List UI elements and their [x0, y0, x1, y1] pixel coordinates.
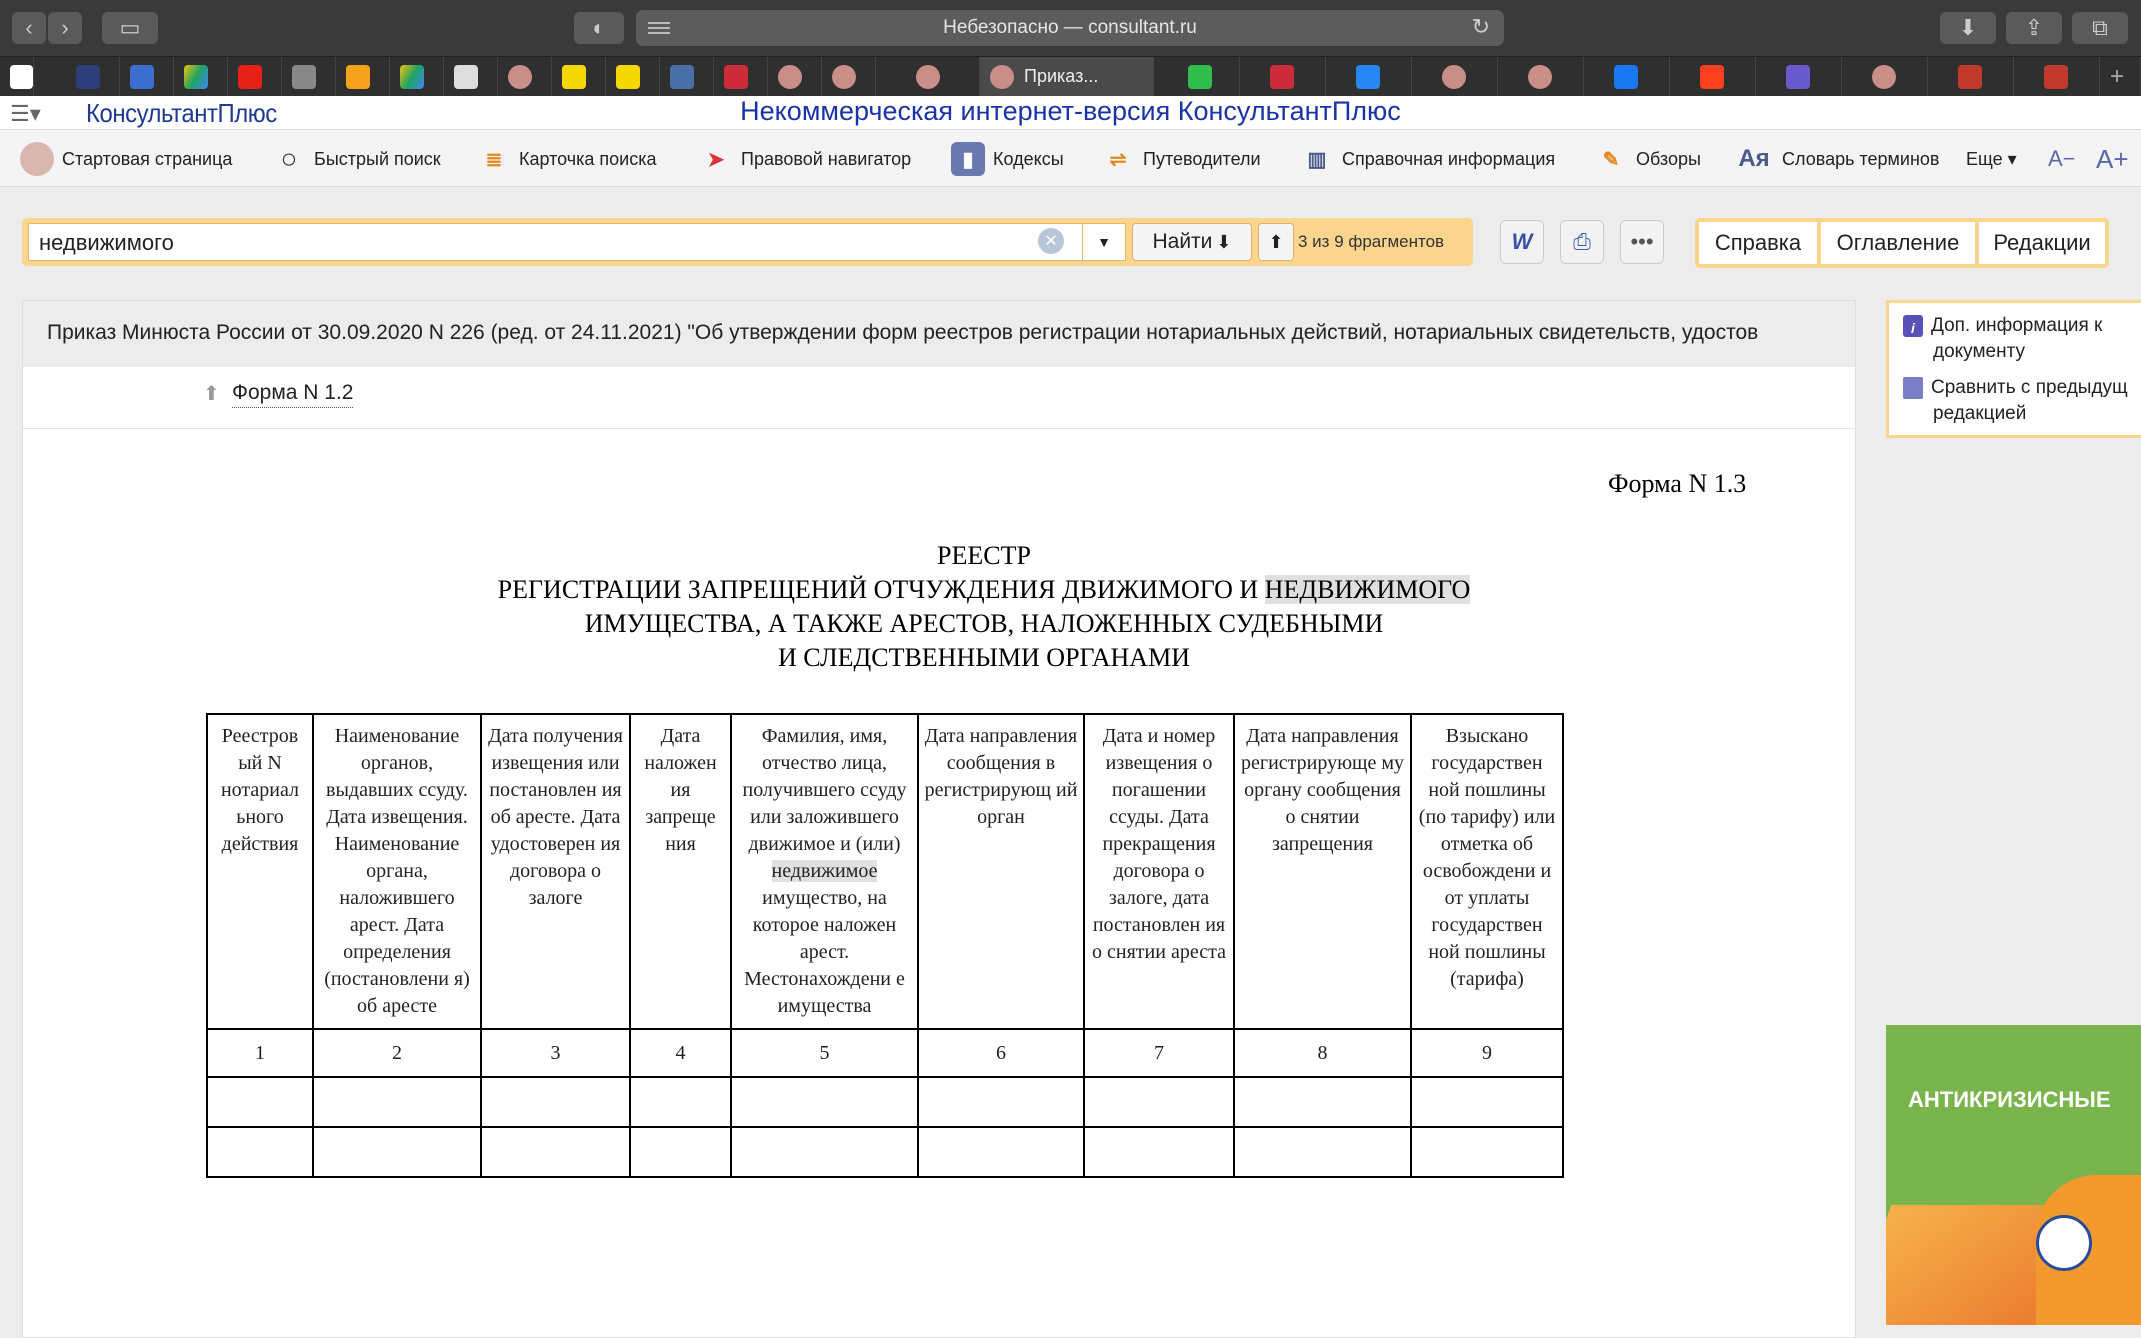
tab-26[interactable]	[1928, 57, 2014, 96]
search-card-icon: ≣	[485, 148, 503, 171]
empty-cell	[918, 1077, 1084, 1127]
site-title: Некоммерческая интернет-версия КонсультантПлюс	[740, 96, 1401, 126]
nav-label: Кодексы	[993, 148, 1064, 169]
dictionary-icon: Aя	[1738, 145, 1770, 172]
word-export-icon[interactable]: W	[1500, 220, 1544, 264]
promo-banner[interactable]	[1886, 1025, 2141, 1325]
tab-4[interactable]	[228, 57, 282, 96]
drive-icon	[400, 65, 424, 89]
banner-text: АНТИКРИЗИСНЫЕ	[1908, 1087, 2111, 1112]
breadcrumb	[23, 367, 1855, 429]
consultant-favicon-icon	[1528, 65, 1552, 89]
document-panel	[22, 300, 1856, 1338]
arrow-down-icon: ⬇	[1216, 231, 1232, 252]
nav-guides[interactable]	[1101, 139, 1261, 179]
tab-11[interactable]	[606, 57, 660, 96]
number-cell: 8	[1234, 1029, 1411, 1077]
header-cell: Дата наложен ия запреще ния	[630, 714, 731, 1029]
yellow-favicon-icon	[616, 65, 640, 89]
search-dropdown-button[interactable]: ▼	[1082, 223, 1126, 261]
find-button[interactable]	[1132, 223, 1252, 261]
empty-cell	[207, 1077, 313, 1127]
number-cell: 5	[731, 1029, 918, 1077]
tab-13[interactable]	[714, 57, 768, 96]
download-icon[interactable]: ⬇	[1940, 12, 1996, 44]
find-label: Найти	[1152, 230, 1213, 253]
nav-search-card[interactable]	[477, 139, 657, 179]
compare-link-label: Сравнить с предыдущ редакцией	[1931, 377, 2128, 424]
header-text: имущество, на которое наложен арест. Местонахождени е имущества	[744, 887, 905, 1017]
purple-favicon-icon	[1786, 65, 1810, 89]
m-favicon-icon	[292, 65, 316, 89]
tabs-overview-icon[interactable]: ⧉	[2072, 12, 2128, 44]
browser-titlebar	[0, 0, 2141, 57]
tab-21[interactable]	[1498, 57, 1584, 96]
title-line-3: ИМУЩЕСТВА, А ТАКЖЕ АРЕСТОВ, НАЛОЖЕННЫХ СУДЕБНЫМИ	[584, 609, 1384, 638]
previous-fragment-button[interactable]: ⬆	[1258, 223, 1294, 261]
tab-bar	[0, 57, 2141, 96]
empty-cell	[313, 1077, 481, 1127]
title-line-2	[23, 573, 1945, 607]
empty-cell	[1084, 1077, 1234, 1127]
empty-cell	[1411, 1077, 1563, 1127]
empty-cell	[630, 1127, 731, 1177]
search-bar	[22, 218, 1473, 266]
tab-15[interactable]	[822, 57, 876, 96]
tab-active[interactable]	[980, 57, 1154, 96]
font-increase-button[interactable]: A+	[2096, 143, 2129, 174]
vk-icon	[1356, 65, 1380, 89]
editions-button[interactable]: Редакции	[1979, 222, 2105, 264]
new-tab-icon[interactable]: +	[2100, 57, 2141, 96]
yellow-favicon-icon	[562, 65, 586, 89]
tab-10[interactable]	[552, 57, 606, 96]
back-icon[interactable]: ‹	[12, 12, 46, 44]
empty-cell	[1234, 1127, 1411, 1177]
print-icon[interactable]: ⎙	[1560, 220, 1604, 264]
tab-18[interactable]	[1240, 57, 1326, 96]
nav-start-page[interactable]	[20, 139, 232, 179]
youtube-icon	[238, 65, 262, 89]
empty-cell	[207, 1127, 313, 1177]
app-header	[0, 96, 2141, 130]
number-cell: 9	[1411, 1029, 1563, 1077]
tab-25[interactable]	[1842, 57, 1928, 96]
info-link-label: Доп. информация к документу	[1931, 315, 2103, 362]
figure-favicon-icon	[454, 65, 478, 89]
clear-search-icon[interactable]: ✕	[1038, 228, 1064, 254]
more-options-icon[interactable]: •••	[1620, 220, 1664, 264]
nav-dictionary[interactable]	[1734, 139, 1939, 179]
info-icon: i	[1903, 315, 1923, 337]
nav-codexes[interactable]	[951, 139, 1064, 179]
empty-cell	[731, 1127, 918, 1177]
tab-20[interactable]	[1412, 57, 1498, 96]
hd-favicon-icon	[1188, 65, 1212, 89]
number-cell: 7	[1084, 1029, 1234, 1077]
tab-pinned-a[interactable]	[0, 57, 34, 96]
red-favicon-icon	[2044, 65, 2068, 89]
nav-label: Еще ▾	[1966, 148, 2017, 169]
tab-19[interactable]	[1326, 57, 1412, 96]
brand-logo[interactable]: КонсультантПлюс	[86, 98, 277, 128]
reader-icon[interactable]	[648, 19, 670, 37]
tab-27[interactable]	[2014, 57, 2100, 96]
number-cell: 6	[918, 1029, 1084, 1077]
number-cell: 3	[481, 1029, 630, 1077]
register-table	[206, 713, 1564, 1178]
hamburger-menu-icon[interactable]: ☰▾	[10, 101, 41, 126]
font-decrease-button[interactable]: A−	[2048, 146, 2076, 171]
nav-label: Обзоры	[1636, 148, 1701, 169]
compass-icon: ➤	[707, 148, 725, 171]
active-tab-title: Приказ...	[1024, 66, 1099, 86]
x-favicon-icon	[130, 65, 154, 89]
signpost-icon: ⇌	[1109, 148, 1127, 171]
consultant-favicon-icon	[990, 65, 1014, 89]
chat-icon	[1614, 65, 1638, 89]
tab-16[interactable]	[876, 57, 980, 96]
tab-22[interactable]	[1584, 57, 1670, 96]
search-highlight: НЕДВИЖИМОГО	[1264, 575, 1471, 604]
nav-legal-navigator[interactable]	[699, 139, 911, 179]
search-input[interactable]: недвижимого	[28, 223, 1088, 261]
tab-12[interactable]	[660, 57, 714, 96]
consultant-favicon-icon	[916, 65, 940, 89]
empty-cell	[1411, 1127, 1563, 1177]
nav-quick-search[interactable]	[272, 139, 441, 179]
empty-cell	[481, 1127, 630, 1177]
search-highlight: недвижимое	[771, 860, 878, 882]
title-line-1: РЕЕСТР	[937, 541, 1031, 570]
document-info-panel	[1886, 300, 2141, 438]
nav-label: Путеводители	[1143, 148, 1261, 169]
consultant-favicon-icon	[508, 65, 532, 89]
header-cell: Дата направления сообщения в регистрирующ ий орган	[918, 714, 1084, 1029]
header-cell: Дата получения извещения или постановлен ия об аресте. Дата удостоверен ия договора о залоге	[481, 714, 630, 1029]
header-text: Фамилия, имя, отчество лица, получившего ссуду или заложившего движимое и (или)	[742, 725, 907, 855]
document-compare-icon	[1903, 377, 1923, 399]
tab-24[interactable]	[1756, 57, 1842, 96]
register-title	[23, 539, 1945, 675]
header-cell: Наименование органов, выдавших ссуду. Дата извещения. Наименование органа, наложившего арест. Дата определения (постановлени я) об аресте	[313, 714, 481, 1029]
consultant-favicon-icon	[832, 65, 856, 89]
header-cell: Дата направления регистрирующе му органу сообщения о снятии запрещения	[1234, 714, 1411, 1029]
number-cell: 4	[630, 1029, 731, 1077]
table-row	[207, 1127, 1563, 1177]
compare-editions-link[interactable]	[1903, 375, 2141, 427]
tab-8[interactable]	[444, 57, 498, 96]
tab-1[interactable]	[66, 57, 120, 96]
consultant-favicon-icon	[1872, 65, 1896, 89]
header-cell: Взыскано государствен ной пошлины (по тарифу) или отметка об освобождени и от уплаты государствен ной пошлины (тарифа)	[1411, 714, 1563, 1029]
shield-favicon-icon	[670, 65, 694, 89]
table-header-row	[207, 714, 1563, 1029]
header-cell: Дата и номер извещения о погашении ссуды. Дата прекращения договора о залоге, дата постановлен ия о снятии ареста	[1084, 714, 1234, 1029]
table-row	[207, 1077, 1563, 1127]
document-tabs	[1695, 218, 2109, 268]
help-button[interactable]: Справка	[1699, 222, 1817, 264]
red-favicon-icon	[724, 65, 748, 89]
pen-icon: ✎	[1602, 148, 1620, 171]
table-number-row	[207, 1029, 1563, 1077]
breadcrumb-link[interactable]: Форма N 1.2	[232, 381, 353, 408]
toc-button[interactable]: Оглавление	[1821, 222, 1975, 264]
header-cell-5	[731, 714, 918, 1029]
nav-label: Словарь терминов	[1782, 148, 1940, 169]
shield-favicon-icon	[76, 65, 100, 89]
empty-cell	[630, 1077, 731, 1127]
nav-label: Справочная информация	[1342, 148, 1556, 169]
tab-14[interactable]	[768, 57, 822, 96]
tab-2[interactable]	[120, 57, 174, 96]
red-favicon-icon	[1958, 65, 1982, 89]
address-text: Небезопасно — consultant.ru	[943, 17, 1197, 38]
title-line-4: И СЛЕДСТВЕННЫМИ ОРГАНАМИ	[778, 643, 1190, 672]
arrow-up-icon: ⬆	[203, 383, 220, 405]
empty-cell	[1084, 1127, 1234, 1177]
tab-5[interactable]	[282, 57, 336, 96]
binders-icon: ▥	[1307, 148, 1327, 171]
form-number: Форма N 1.3	[1608, 469, 1747, 498]
tab-23[interactable]	[1670, 57, 1756, 96]
home-avatar-icon	[20, 142, 54, 176]
mail-icon	[346, 65, 370, 89]
yandex-icon	[1700, 65, 1724, 89]
magnifier-icon: ○	[280, 143, 298, 174]
sidebar-toggle-icon[interactable]: ▭	[102, 12, 158, 44]
consultant-favicon-icon	[778, 65, 802, 89]
tab-6[interactable]	[336, 57, 390, 96]
forward-icon[interactable]: ›	[48, 12, 82, 44]
nav-label: Стартовая страница	[62, 148, 233, 169]
consultant-favicon-icon	[1442, 65, 1466, 89]
main-toolbar	[0, 130, 2141, 187]
tab-9[interactable]	[498, 57, 552, 96]
tab-3[interactable]	[174, 57, 228, 96]
empty-cell	[313, 1127, 481, 1177]
empty-cell	[481, 1077, 630, 1127]
empty-cell	[918, 1127, 1084, 1177]
address-bar[interactable]	[636, 10, 1504, 46]
nav-reviews[interactable]	[1594, 139, 1701, 179]
shield-icon[interactable]: ◐	[574, 12, 624, 44]
empty-cell	[1234, 1077, 1411, 1127]
share-icon[interactable]: ⇪	[2006, 12, 2062, 44]
number-cell: 2	[313, 1029, 481, 1077]
reload-icon[interactable]: ↻	[1471, 14, 1490, 39]
red-favicon-icon	[1270, 65, 1294, 89]
additional-info-link[interactable]	[1903, 313, 2141, 365]
document-header: Приказ Минюста России от 30.09.2020 N 226 (ред. от 24.11.2021) "Об утверждении форм реестров регистрации нотариальных действий, нотариальных свидетельств, удостов	[23, 301, 1855, 367]
empty-cell	[731, 1077, 918, 1127]
tab-7[interactable]	[390, 57, 444, 96]
fragment-counter: 3 из 9 фрагментов	[1298, 232, 1445, 251]
title-line-2-text: РЕГИСТРАЦИИ ЗАПРЕЩЕНИЙ ОТЧУЖДЕНИЯ ДВИЖИМОГО И	[497, 575, 1265, 604]
consultant-logo-icon	[2036, 1215, 2092, 1271]
nav-label: Быстрый поиск	[314, 148, 441, 169]
nav-label: Карточка поиска	[519, 148, 657, 169]
nav-more[interactable]	[1966, 139, 2017, 179]
number-cell: 1	[207, 1029, 313, 1077]
nav-reference-info[interactable]	[1300, 139, 1555, 179]
tab-17[interactable]	[1154, 57, 1240, 96]
header-cell: Реестров ый N нотариал ьного действия	[207, 714, 313, 1029]
codex-book-icon: ▮	[951, 142, 985, 176]
nav-label: Правовой навигатор	[741, 148, 912, 169]
a-logo-icon	[10, 65, 33, 89]
drive-icon	[184, 65, 208, 89]
